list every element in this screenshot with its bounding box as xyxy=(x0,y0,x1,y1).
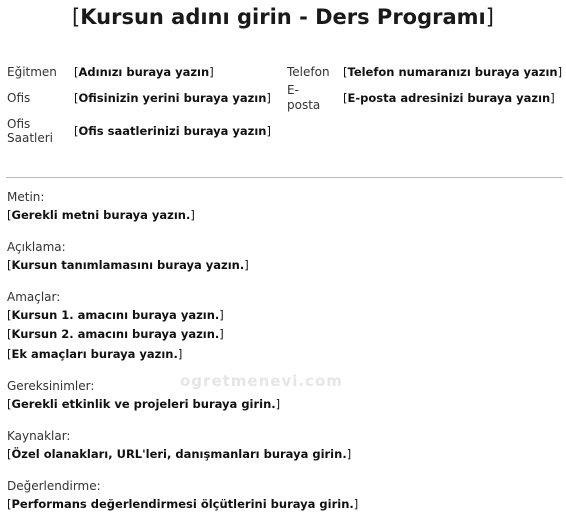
phone-value-text: Telefon numaranızı buraya yazın xyxy=(347,65,558,79)
description-section-value-text: Kursun tanımlamasını buraya yazın. xyxy=(11,258,245,272)
goal-item-text: Kursun 2. amacını buraya yazın. xyxy=(11,327,220,341)
instructor-value-text: Adınızı buraya yazın xyxy=(78,65,210,79)
office-hours-value[interactable]: [Ofis saatlerinizi buraya yazın] xyxy=(74,124,271,138)
instructor-value[interactable]: [Adınızı buraya yazın] xyxy=(74,65,214,79)
goals-section-label: Amaçlar: xyxy=(7,290,61,304)
evaluation-section-value[interactable]: [Performans değerlendirmesi ölçütlerini buraya girin.] xyxy=(7,497,359,511)
course-title-text: Kursun adını girin - Ders Programı xyxy=(80,5,486,29)
requirements-section-label: Gereksinimler: xyxy=(7,379,95,393)
section-divider xyxy=(6,177,563,178)
office-value-text: Ofisinizin yerini buraya yazın xyxy=(78,91,267,105)
phone-value[interactable]: [Telefon numaranızı buraya yazın] xyxy=(343,65,563,79)
description-section-label: Açıklama: xyxy=(7,240,66,254)
goal-item-2[interactable]: [Kursun 2. amacını buraya yazın.] xyxy=(7,327,224,341)
office-value[interactable]: [Ofisinizin yerini buraya yazın] xyxy=(74,91,271,105)
requirements-section-value-text: Gerekli etkinlik ve projeleri buraya girin. xyxy=(11,397,276,411)
goal-item-text: Ek amaçları buraya yazın. xyxy=(11,347,178,361)
resources-section-label: Kaynaklar: xyxy=(7,429,71,443)
bracket-close: ] xyxy=(485,5,494,29)
description-section-value[interactable]: [Kursun tanımlamasını buraya yazın.] xyxy=(7,258,249,272)
office-hours-label-line2: Saatleri xyxy=(7,131,54,145)
page-title[interactable] xyxy=(0,3,566,31)
office-hours-value-text: Ofis saatlerinizi buraya yazın xyxy=(78,124,267,138)
bracket-open: [ xyxy=(72,5,81,29)
goal-item-text: Kursun 1. amacını buraya yazın. xyxy=(11,308,220,322)
goal-item-1[interactable]: [Kursun 1. amacını buraya yazın.] xyxy=(7,308,224,322)
watermark: ogretmenevi.com xyxy=(180,372,343,390)
instructor-label: Eğitmen xyxy=(7,65,57,79)
resources-section-value-text: Özel olanakları, URL'leri, danışmanları buraya girin. xyxy=(11,447,347,461)
phone-label: Telefon xyxy=(287,65,330,79)
text-section-value[interactable]: [Gerekli metni buraya yazın.] xyxy=(7,208,195,222)
office-hours-label-line1: Ofis xyxy=(7,117,31,131)
text-section-label: Metin: xyxy=(7,190,45,204)
office-label: Ofis xyxy=(7,91,31,105)
email-value-text: E-posta adresinizi buraya yazın xyxy=(347,91,551,105)
resources-section-value[interactable]: [Özel olanakları, URL'leri, danışmanları buraya girin.] xyxy=(7,447,352,461)
requirements-section-value[interactable]: [Gerekli etkinlik ve projeleri buraya girin.] xyxy=(7,397,281,411)
email-label-line1: E- xyxy=(287,83,299,97)
email-value[interactable]: [E-posta adresinizi buraya yazın] xyxy=(343,91,555,105)
text-section-value-text: Gerekli metni buraya yazın. xyxy=(11,208,191,222)
goal-item-3[interactable]: [Ek amaçları buraya yazın.] xyxy=(7,347,183,361)
email-label-line2: posta xyxy=(287,98,321,112)
evaluation-section-value-text: Performans değerlendirmesi ölçütlerini buraya girin. xyxy=(11,497,354,511)
evaluation-section-label: Değerlendirme: xyxy=(7,479,101,493)
